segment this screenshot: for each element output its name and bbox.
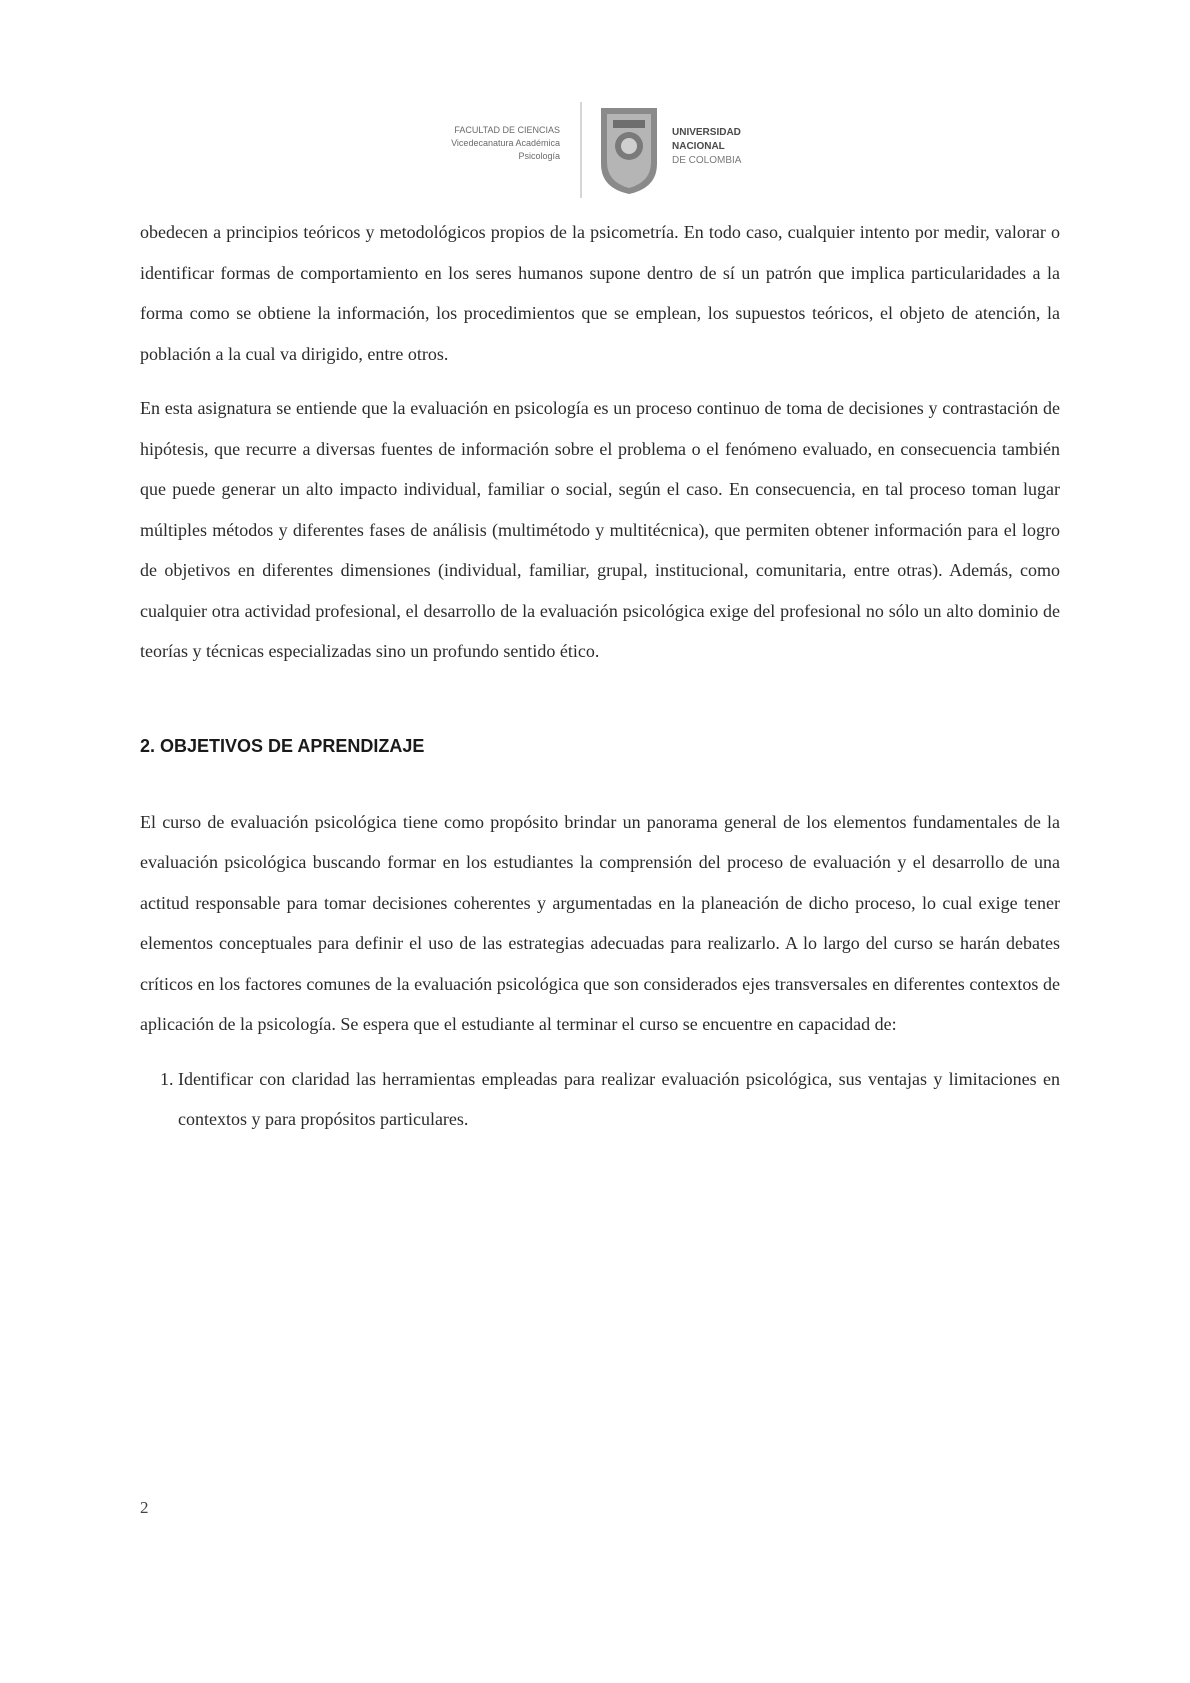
page-header xyxy=(0,92,1190,204)
paragraph-intro-continued: obedecen a principios teóricos y metodológicos propios de la psicometría. En todo caso, cualquier intento por medir, valorar o identificar formas de comportamiento en los seres humanos supone dentro de sí un patrón que implica particularidades a la forma como se obtiene la información, los procedimientos que se emplean, los supuestos teóricos, el objeto de atención, la población a la cual va dirigido, entre otros. xyxy=(140,222,1060,364)
university-seal-icon xyxy=(597,102,661,196)
paragraph-evaluation-definition: En esta asignatura se entiende que la evaluación en psicología es un proceso continuo de toma de decisiones y contrastación de hipótesis, que recurre a diversas fuentes de información sobre el problema o el fenómeno evaluado, en consecuencia también que puede generar un alto impacto individual, familiar o social, según el caso. En consecuencia, en tal proceso toman lugar múltiples métodos y diferentes fases de análisis (multimétodo y multitécnica), que permiten obtener información para el logro de objetivos en diferentes dimensiones (individual, familiar, grupal, institucional, comunitaria, entre otras). Además, como cualquier otra actividad profesional, el desarrollo de la evaluación psicológica exige del profesional no sólo un alto dominio de teorías y técnicas especializadas sino un profundo sentido ético. xyxy=(140,398,1060,661)
header-divider xyxy=(580,102,582,198)
objectives-list xyxy=(140,1059,1060,1140)
faculty-label xyxy=(360,124,560,163)
paragraph-course-purpose: El curso de evaluación psicológica tiene como propósito brindar un panorama general de los elementos fundamentales de la evaluación psicológica buscando formar en los estudiantes la comprensión del proceso de evaluación y el desarrollo de una actitud responsable para tomar decisiones coherentes y argumentadas en la planeación de dicho proceso, lo cual exige tener elementos conceptuales para definir el uso de las estrategias adecuadas para realizarlo. A lo largo del curso se harán debates críticos en los factores comunes de la evaluación psicológica que son considerados ejes transversales en diferentes contextos de aplicación de la psicología. Se espera que el estudiante al terminar el curso se encuentre en capacidad de: xyxy=(140,811,1060,1034)
page-number: 2 xyxy=(140,1498,149,1517)
university-line-3: DE COLOMBIA xyxy=(672,155,742,166)
faculty-line-3: Psicología xyxy=(518,151,560,161)
university-line-2: NACIONAL xyxy=(672,141,725,152)
faculty-line-1: FACULTAD DE CIENCIAS xyxy=(454,125,560,135)
university-line-1: UNIVERSIDAD xyxy=(672,127,741,138)
university-name xyxy=(672,126,832,168)
document-body xyxy=(140,212,1060,1140)
section-heading-learning-objectives: 2. OBJETIVOS DE APRENDIZAJE xyxy=(140,735,425,756)
faculty-line-2: Vicedecanatura Académica xyxy=(451,138,560,148)
list-item: 1. Identificar con claridad las herramientas empleadas para realizar evaluación psicológica, sus ventajas y limitaciones en contextos y para propósitos particulares. xyxy=(178,1059,1060,1140)
